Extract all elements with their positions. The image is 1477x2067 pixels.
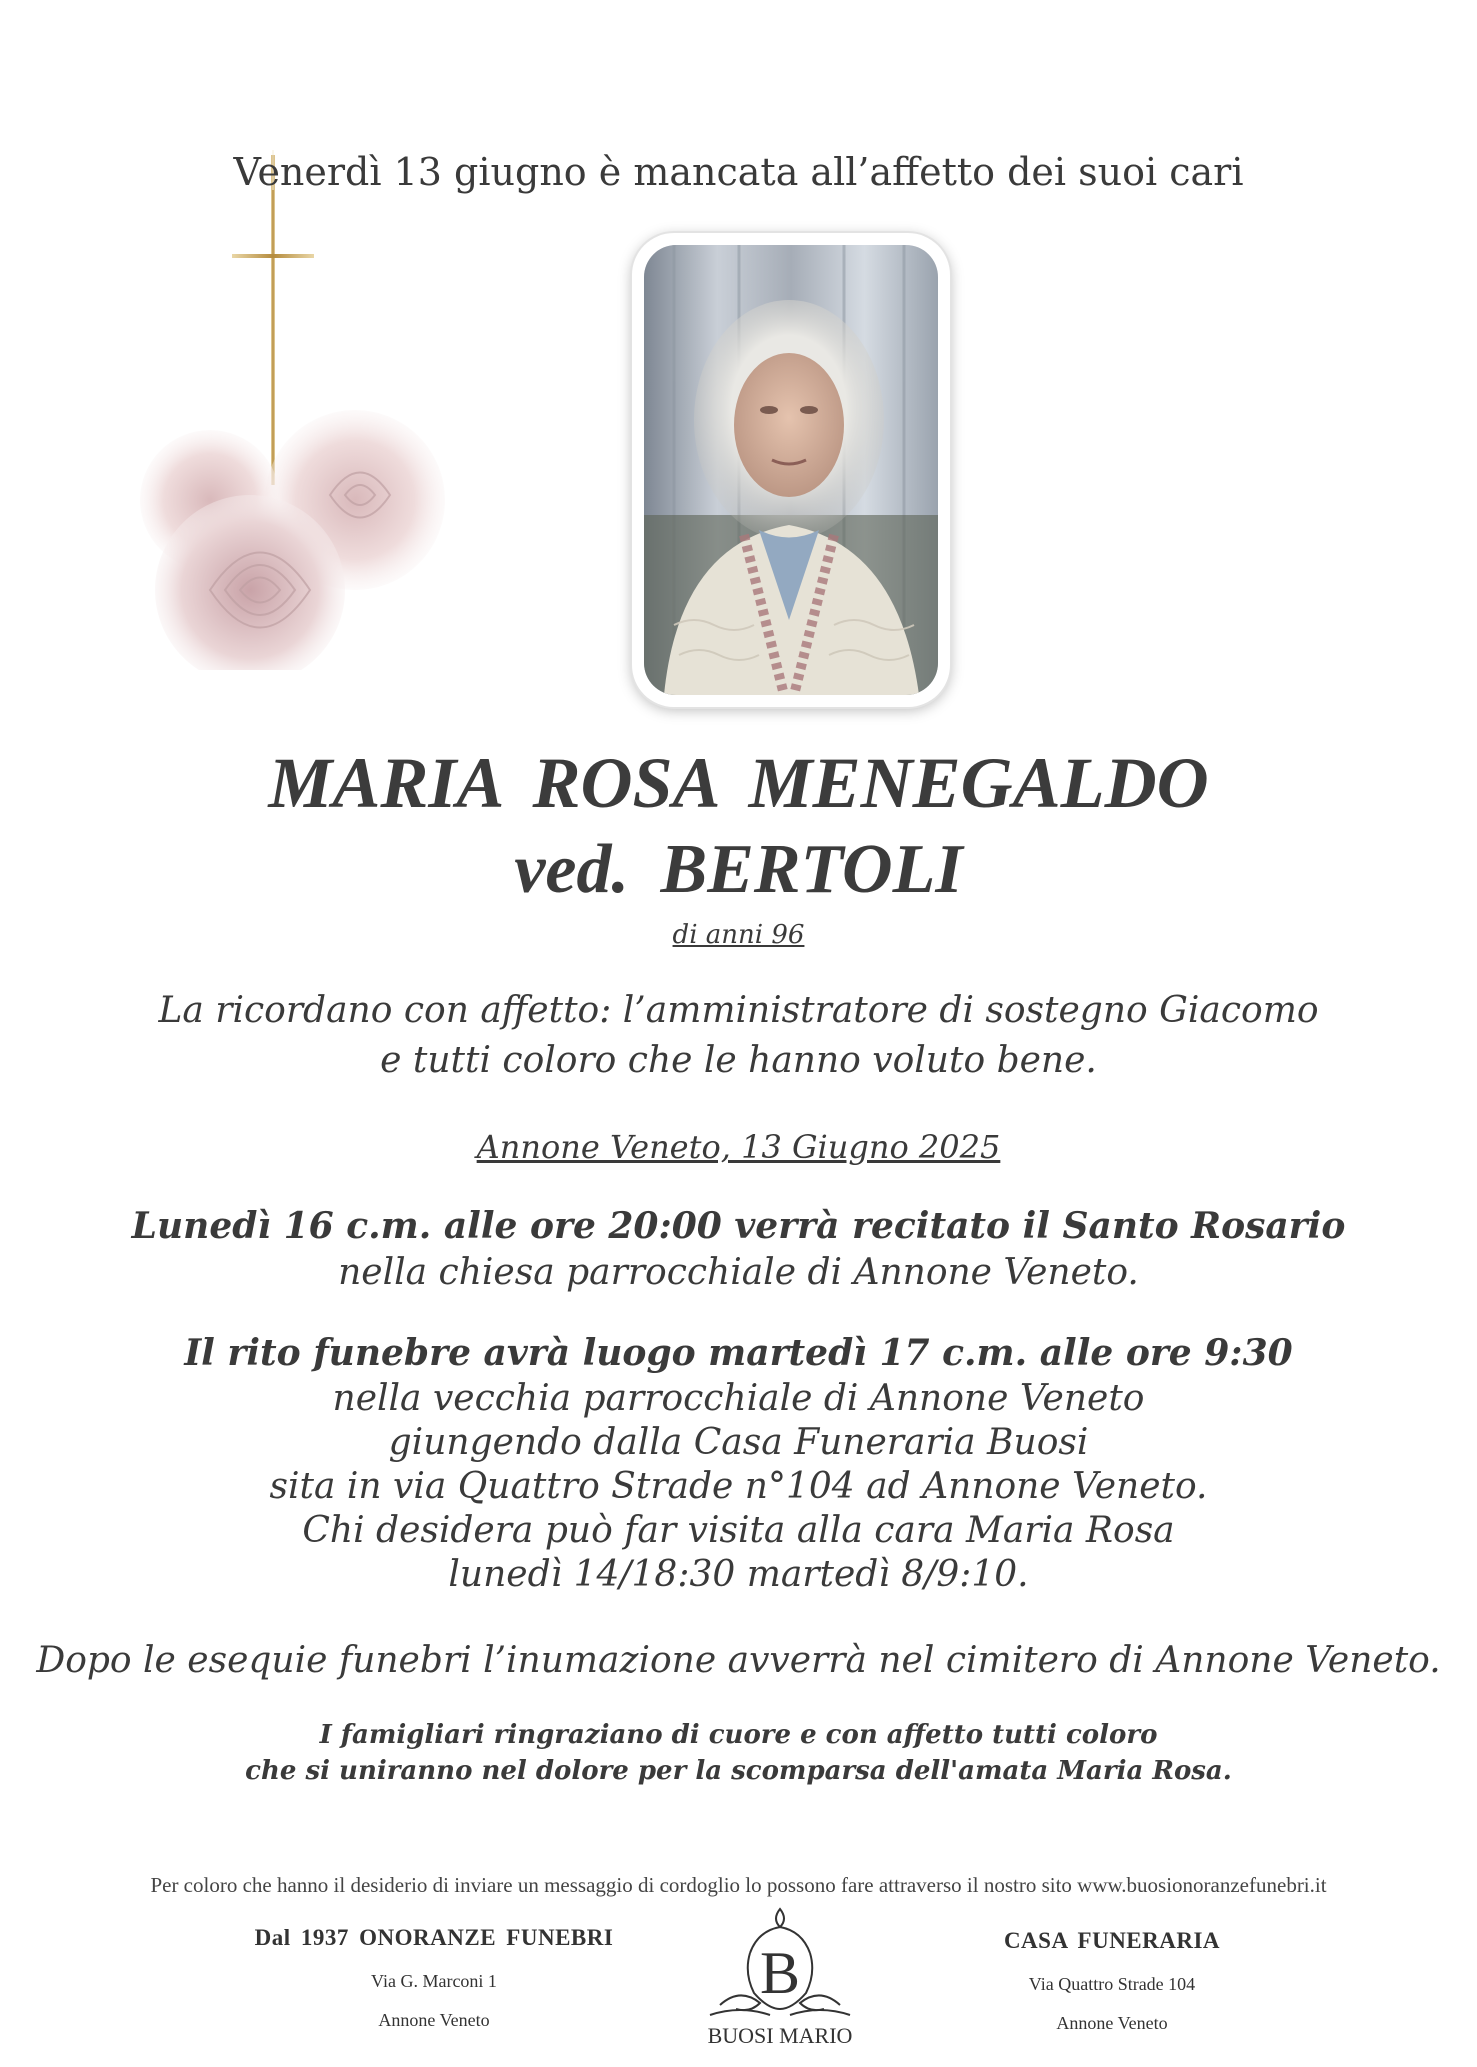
rosary-location: nella chiesa parrocchiale di Annone Veneto. — [338, 1252, 1139, 1293]
remembered-by-line-2: e tutti coloro che le hanno voluto bene. — [380, 1040, 1097, 1081]
funeral-line: sita in via Quattro Strade n°104 ad Annone Veneto. — [269, 1466, 1208, 1507]
funeral-line: giungendo dalla Casa Funeraria Buosi — [388, 1422, 1089, 1463]
cross-horizontal-beam — [232, 254, 314, 258]
funeral-headline: Il rito funebre avrà luogo martedì 17 c.m. alle ore 9:30 — [184, 1332, 1293, 1374]
remembered-by-line-1: La ricordano con affetto: l’amministratore di sostegno Giacomo — [158, 990, 1319, 1031]
funeral-line: nella vecchia parrocchiale di Annone Veneto — [332, 1378, 1145, 1419]
intro-line: Venerdì 13 giugno è mancata all’affetto dei suoi cari — [233, 150, 1244, 194]
footer-right-address: Via Quattro Strade 104 — [1028, 1974, 1196, 1994]
portrait-frame — [632, 233, 950, 707]
married-name: ved. BERTOLI — [514, 831, 963, 908]
thanks-line-1: I famigliari ringraziano di cuore e con affetto tutti coloro — [319, 1720, 1158, 1750]
age-line: di anni 96 — [672, 920, 805, 950]
footer-right-city: Annone Veneto — [1056, 2013, 1168, 2033]
thanks-line-2: che si uniranno nel dolore per la scomparsa dell'amata Maria Rosa. — [245, 1756, 1232, 1786]
footer-funeral-home — [902, 1928, 1322, 2034]
burial-note: Dopo le esequie funebri l’inumazione avverrà nel cimitero di Annone Veneto. — [36, 1640, 1441, 1681]
buosi-logo — [700, 1905, 860, 2053]
funeral-line: Chi desidera può far visita alla cara Maria Rosa — [302, 1510, 1175, 1551]
footer-right-title: CASA FUNERARIA — [1003, 1928, 1221, 1953]
footer-left-city: Annone Veneto — [378, 2010, 490, 2030]
cross-with-roses-decoration — [140, 150, 450, 670]
footer-funeral-services — [224, 1925, 644, 2031]
funeral-line: lunedì 14/18:30 martedì 8/9:10. — [448, 1554, 1029, 1595]
rosary-headline: Lunedì 16 c.m. alle ore 20:00 verrà recitato il Santo Rosario — [131, 1205, 1346, 1247]
footer-left-title: Dal 1937 ONORANZE FUNEBRI — [254, 1925, 614, 1950]
cross-vertical-beam — [271, 155, 275, 485]
place-date: Annone Veneto, 13 Giugno 2025 — [476, 1128, 1001, 1166]
footer-left-address: Via G. Marconi 1 — [371, 1971, 497, 1991]
deceased-name: MARIA ROSA MENEGALDO — [268, 743, 1209, 823]
logo-letter: B — [759, 1940, 801, 2006]
logo-text: BUOSI MARIO — [707, 2023, 853, 2048]
website-note: Per coloro che hanno il desiderio di inviare un messaggio di cordoglio lo possono fare attraverso il nostro sito www.buosionoranzefunebri.it — [150, 1873, 1327, 1897]
portrait-photo — [644, 245, 938, 695]
